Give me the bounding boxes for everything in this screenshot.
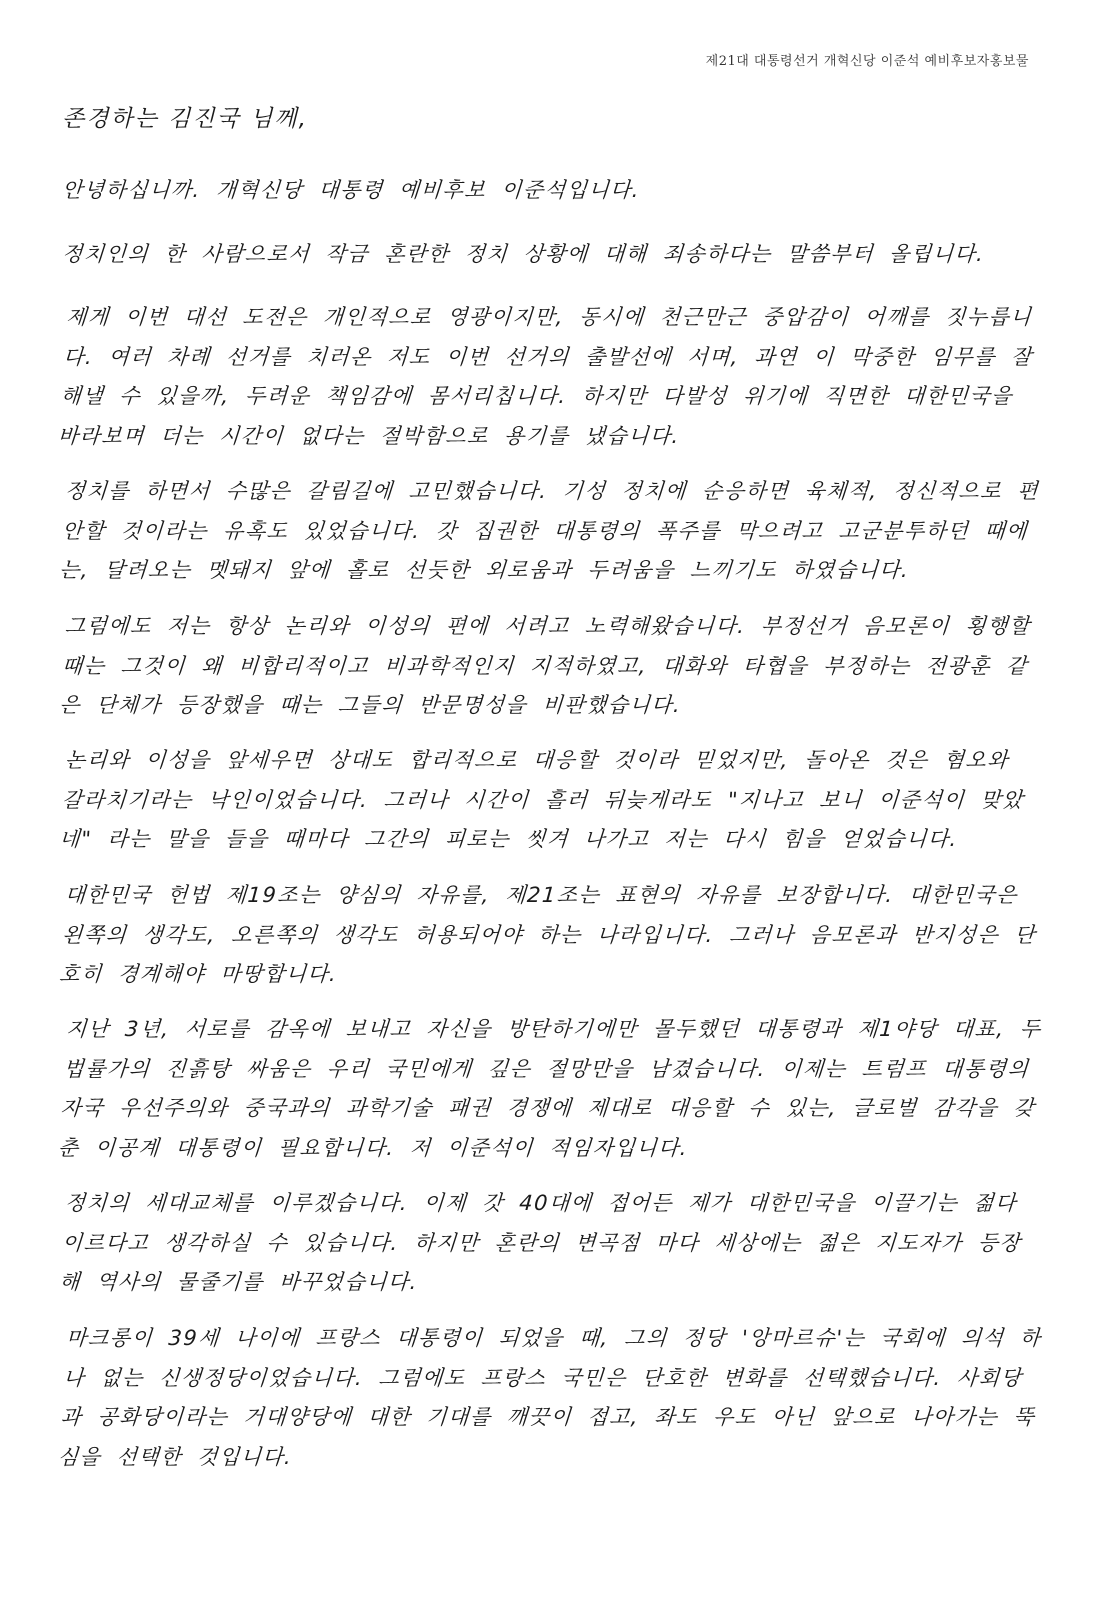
paragraph-crossroads: 정치를 하면서 수많은 갈림길에 고민했습니다. 기성 정치에 순응하면 육체적, 정신적으로 편안할 것이라는 유혹도 있었습니다. 갓 집권한 대통령의 폭주를 막으려고 고군분투하던 때에는, 달려오는 멧돼지 앞에 홀로 선듯한 외로움과 두려움을 느끼기도 하였습니다. (58, 479, 1040, 582)
salutation: 존경하는 김진국 님께, (62, 106, 308, 132)
paragraph-apology: 정치인의 한 사람으로서 작금 혼란한 정치 상황에 대해 죄송하다는 말씀부터 올립니다. (61, 241, 986, 266)
paragraph-candidacy: 제게 이번 대선 도전은 개인적으로 영광이지만, 동시에 천근만근 중압감이 어깨를 짓누릅니다. 여러 차례 선거를 치러온 저도 이번 선거의 출발선에 서며, 과연 이 막중한 임무를 잘 해낼 수 있을까, 두려운 책임감에 몸서리칩니다. 하지만 다발성 위기에 직면한 대한민국을 바라보며 더는 시간이 없다는 절박함으로 용기를 냈습니다. (57, 305, 1034, 448)
letter-body (57, 100, 1043, 1493)
paragraph-greeting: 안녕하십니까. 개혁신당 대통령 예비후보 이준석입니다. (61, 178, 642, 202)
paragraph-constitution: 대한민국 헌법 제19조는 양심의 자유를, 제21조는 표현의 자유를 보장합니다. 대한민국은 왼쪽의 생각도, 오른쪽의 생각도 허용되어야 하는 나라입니다. 그러나 음모론과 반지성은 단호히 경계해야 마땅합니다. (58, 882, 1038, 986)
paragraph-stigma: 논리와 이성을 앞세우면 상대도 합리적으로 대응할 것이라 믿었지만, 돌아온 것은 혐오와 갈라치기라는 낙인이었습니다. 그러나 시간이 흘러 뒤늦게라도 "지나고 보니 이준석이 맞았네" 라는 말을 들을 때마다 그간의 피로는 씻겨 나가고 저는 다시 힘을 얻었습니다. (58, 748, 1025, 851)
paragraph-macron: 마크롱이 39세 나이에 프랑스 대통령이 되었을 때, 그의 정당 '앙마르슈'는 국회에 의석 하나 없는 신생정당이었습니다. 그럼에도 프랑스 국민은 단호한 변화를 선택했습니다. 사회당과 공화당이라는 거대양당에 대한 기대를 깨끗이 접고, 좌도 우도 아닌 앞으로 나아가는 뚝심을 선택한 것입니다. (57, 1325, 1043, 1468)
paragraph-leadership: 지난 3년, 서로를 감옥에 보내고 자신을 방탄하기에만 몰두했던 대통령과 제1야당 대표, 두 법률가의 진흙탕 싸움은 우리 국민에게 깊은 절망만을 남겼습니다. 이제는 트럼프 대통령의 자국 우선주의와 중국과의 과학기술 패권 경쟁에 제대로 대응할 수 있는, 글로벌 감각을 갖춘 이공계 대통령이 필요합니다. 저 이준석이 적임자입니다. (57, 1017, 1043, 1160)
paragraph-generation: 정치의 세대교체를 이루겠습니다. 이제 갓 40대에 접어든 제가 대한민국을 이끌기는 젊다 이르다고 생각하실 수 있습니다. 하지만 혼란의 변곡점 마다 세상에는 젊은 지도자가 등장해 역사의 물줄기를 바꾸었습니다. (58, 1191, 1023, 1294)
document-header: 제21대 대통령선거 개혁신당 이준석 예비후보자홍보물 (705, 54, 1029, 69)
paragraph-reason: 그럼에도 저는 항상 논리와 이성의 편에 서려고 노력해왔습니다. 부정선거 음모론이 횡행할 때는 그것이 왜 비합리적이고 비과학적인지 지적하였고, 대화와 타협을 부정하는 전광훈 같은 단체가 등장했을 때는 그들의 반문명성을 비판했습니다. (58, 613, 1032, 717)
